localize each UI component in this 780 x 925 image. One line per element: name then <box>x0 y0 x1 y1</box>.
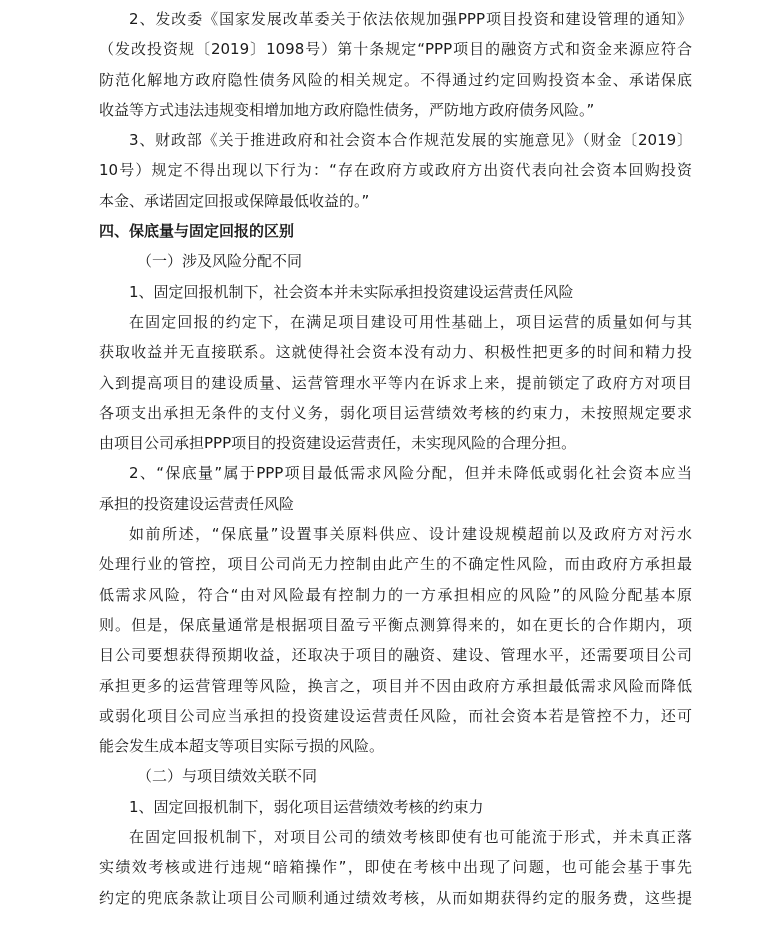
item-heading: 1、固定回报机制下，弱化项目运营绩效考核的约束力 <box>129 797 484 816</box>
paragraph-line: 低需求风险，符合“由对风险最有控制力的一方承担相应的风险”的风险分配基本原 <box>99 585 692 604</box>
paragraph-line: 或弱化项目公司应当承担的投资建设运营责任风险，而社会资本若是管控不力，还可 <box>99 706 692 725</box>
item-heading: 2、“保底量”属于PPP项目最低需求风险分配，但并未降低或弱化社会资本应当 <box>129 464 692 483</box>
paragraph-line: 获取收益并无直接联系。这就使得社会资本没有动力、积极性把更多的时间和精力投 <box>99 343 692 362</box>
item-heading: 承担的投资建设运营责任风险 <box>99 494 295 513</box>
paragraph-line: 由项目公司承担PPP项目的投资建设运营责任，未实现风险的合理分担。 <box>99 434 577 453</box>
paragraph-line: （发改投资规〔2019〕1098号）第十条规定“PPP项目的融资方式和资金来源应符合 <box>99 40 692 59</box>
paragraph-line: 本金、承诺固定回报或保障最低收益的。” <box>99 191 370 210</box>
paragraph-line: 各项支出承担无条件的支付义务，弱化项目运营绩效考核的约束力，未按照规定要求 <box>99 403 692 422</box>
paragraph-line: 防范化解地方政府隐性债务风险的相关规定。不得通过约定回购投资本金、承诺保底 <box>99 70 692 89</box>
section-heading: 四、保底量与固定回报的区别 <box>99 222 295 241</box>
paragraph-line: 承担更多的运营管理等风险，换言之，项目并不因由政府方承担最低需求风险而降低 <box>99 676 692 695</box>
paragraph-line: 如前所述，“保底量”设置事关原料供应、设计建设规模超前以及政府方对污水 <box>129 525 692 544</box>
paragraph-line: 10号）规定不得出现以下行为：“存在政府方或政府方出资代表向社会资本回购投资 <box>99 161 692 180</box>
paragraph-line: 2、发改委《国家发展改革委关于依法依规加强PPP项目投资和建设管理的通知》 <box>129 10 692 28</box>
paragraph-line: 在固定回报的约定下，在满足项目建设可用性基础上，项目运营的质量如何与其 <box>129 312 692 331</box>
paragraph-line: 收益等方式违法违规变相增加地方政府隐性债务，严防地方政府债务风险。” <box>99 100 595 119</box>
paragraph-line: 实绩效考核或进行违规“暗箱操作”，即使在考核中出现了问题，也可能会基于事先 <box>99 858 692 877</box>
item-heading: 1、固定回报机制下，社会资本并未实际承担投资建设运营责任风险 <box>129 282 574 301</box>
paragraph-line: 在固定回报机制下，对项目公司的绩效考核即使有也可能流于形式，并未真正落 <box>129 828 692 847</box>
paragraph-line: 能会发生成本超支等项目实际亏损的风险。 <box>99 737 385 756</box>
paragraph-line: 3、财政部《关于推进政府和社会资本合作规范发展的实施意见》（财金〔2019〕 <box>129 131 692 150</box>
subsection-heading: （一）涉及风险分配不同 <box>137 252 303 271</box>
paragraph-line: 则。但是，保底量通常是根据项目盈亏平衡点测算得来的，如在更长的合作期内，项 <box>99 615 692 634</box>
paragraph-line: 入到提高项目的建设质量、运营管理水平等内在诉求上来，提前锁定了政府方对项目 <box>99 373 692 392</box>
paragraph-line: 目公司要想获得预期收益，还取决于项目的融资、建设、管理水平，还需要项目公司 <box>99 646 692 665</box>
subsection-heading: （二）与项目绩效关联不同 <box>137 767 318 786</box>
paragraph-line: 约定的兜底条款让项目公司顺利通过绩效考核，从而如期获得约定的服务费，这些提 <box>99 888 692 907</box>
paragraph-line: 处理行业的管控，项目公司尚无力控制由此产生的不确定性风险，而由政府方承担最 <box>99 555 692 574</box>
